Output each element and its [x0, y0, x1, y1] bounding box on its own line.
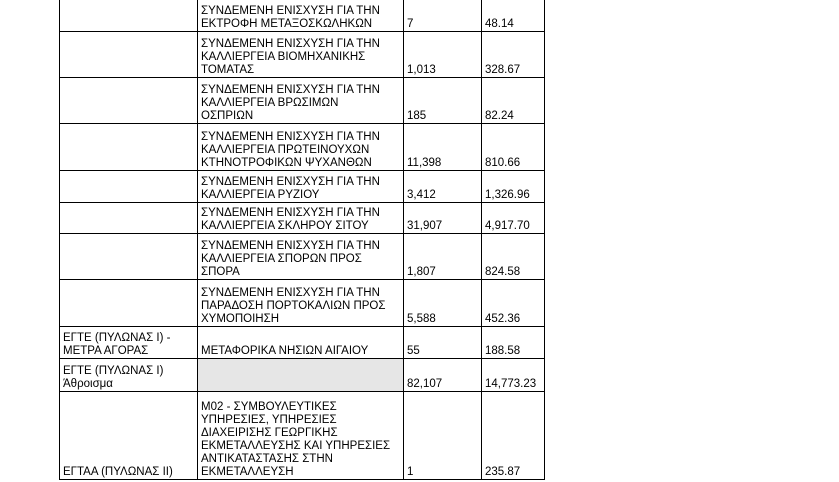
category-cell: [60, 171, 198, 203]
count-cell: 5,588: [404, 280, 482, 327]
amount-cell: 48.14: [482, 0, 545, 32]
amount-cell: 452.36: [482, 280, 545, 327]
amount-cell: 810.66: [482, 124, 545, 171]
count-cell: 55: [404, 327, 482, 359]
subtotal-row: [60, 359, 545, 392]
count-cell: 1: [404, 392, 482, 480]
description-cell: ΣΥΝΔΕΜΕΝΗ ΕΝΙΣΧΥΣΗ ΓΙΑ ΤΗΝ ΚΑΛΛΙΕΡΓΕΙΑ ΣΚΛΗΡΟΥ ΣΙΤΟΥ: [198, 203, 404, 234]
category-cell: ΕΓΤΑΑ (ΠΥΛΩΝΑΣ ΙΙ): [60, 392, 198, 480]
count-cell: 185: [404, 78, 482, 124]
category-cell: [60, 234, 198, 280]
count-cell: 7: [404, 0, 482, 32]
count-cell: 82,107: [404, 359, 482, 392]
description-cell: Μ02 - ΣΥΜΒΟΥΛΕΥΤΙΚΕΣ ΥΠΗΡΕΣΙΕΣ, ΥΠΗΡΕΣΙΕΣ ΔΙΑΧΕΙΡΙΣΗΣ ΓΕΩΡΓΙΚΗΣ ΕΚΜΕΤΑΛΛΕΥΣΗΣ ΚΑΙ ΥΠΗΡΕΣΙΕΣ ΑΝΤΙΚΑΤΑΣΤΑΣΗΣ ΣΤΗΝ ΕΚΜΕΤΑΛΛΕΥΣΗ: [198, 392, 404, 480]
table-row: [60, 171, 545, 203]
amount-cell: 4,917.70: [482, 203, 545, 234]
category-cell: [60, 78, 198, 124]
table-row: [60, 0, 545, 32]
category-cell: [60, 280, 198, 327]
amount-cell: 14,773.23: [482, 359, 545, 392]
description-cell: [198, 359, 404, 392]
table-row: [60, 203, 545, 234]
amount-cell: 82.24: [482, 78, 545, 124]
category-cell: ΕΓΤΕ (ΠΥΛΩΝΑΣ Ι) - ΜΕΤΡΑ ΑΓΟΡΑΣ: [60, 327, 198, 359]
description-cell: ΣΥΝΔΕΜΕΝΗ ΕΝΙΣΧΥΣΗ ΓΙΑ ΤΗΝ ΠΑΡΑΔΟΣΗ ΠΟΡΤΟΚΑΛΙΩΝ ΠΡΟΣ ΧΥΜΟΠΟΙΗΣΗ: [198, 280, 404, 327]
payments-table: [59, 0, 545, 480]
description-cell: ΣΥΝΔΕΜΕΝΗ ΕΝΙΣΧΥΣΗ ΓΙΑ ΤΗΝ ΚΑΛΛΙΕΡΓΕΙΑ ΒΡΩΣΙΜΩΝ ΟΣΠΡΙΩΝ: [198, 78, 404, 124]
table-row: [60, 327, 545, 359]
category-cell: [60, 0, 198, 32]
amount-cell: 188.58: [482, 327, 545, 359]
amount-cell: 328.67: [482, 32, 545, 78]
amount-cell: 1,326.96: [482, 171, 545, 203]
amount-cell: 235.87: [482, 392, 545, 480]
description-cell: ΣΥΝΔΕΜΕΝΗ ΕΝΙΣΧΥΣΗ ΓΙΑ ΤΗΝ ΕΚΤΡΟΦΗ ΜΕΤΑΞΟΣΚΩΛΗΚΩΝ: [198, 0, 404, 32]
table-row: [60, 280, 545, 327]
spreadsheet-sheet: [59, 0, 545, 480]
count-cell: 1,807: [404, 234, 482, 280]
description-cell: ΣΥΝΔΕΜΕΝΗ ΕΝΙΣΧΥΣΗ ΓΙΑ ΤΗΝ ΚΑΛΛΙΕΡΓΕΙΑ ΣΠΟΡΩΝ ΠΡΟΣ ΣΠΟΡΑ: [198, 234, 404, 280]
count-cell: 11,398: [404, 124, 482, 171]
table-row: [60, 78, 545, 124]
category-cell: [60, 124, 198, 171]
category-cell: [60, 203, 198, 234]
description-cell: ΣΥΝΔΕΜΕΝΗ ΕΝΙΣΧΥΣΗ ΓΙΑ ΤΗΝ ΚΑΛΛΙΕΡΓΕΙΑ ΠΡΩΤΕΙΝΟΥΧΩΝ ΚΤΗΝΟΤΡΟΦΙΚΩΝ ΨΥΧΑΝΘΩΝ: [198, 124, 404, 171]
amount-cell: 824.58: [482, 234, 545, 280]
table-row: [60, 32, 545, 78]
count-cell: 31,907: [404, 203, 482, 234]
category-cell: [60, 32, 198, 78]
description-cell: ΜΕΤΑΦΟΡΙΚΑ ΝΗΣΙΩΝ ΑΙΓΑΙΟΥ: [198, 327, 404, 359]
table-row: [60, 234, 545, 280]
description-cell: ΣΥΝΔΕΜΕΝΗ ΕΝΙΣΧΥΣΗ ΓΙΑ ΤΗΝ ΚΑΛΛΙΕΡΓΕΙΑ ΡΥΖΙΟΥ: [198, 171, 404, 203]
table-row: [60, 392, 545, 480]
category-cell: ΕΓΤΕ (ΠΥΛΩΝΑΣ Ι) Άθροισμα: [60, 359, 198, 392]
count-cell: 1,013: [404, 32, 482, 78]
description-cell: ΣΥΝΔΕΜΕΝΗ ΕΝΙΣΧΥΣΗ ΓΙΑ ΤΗΝ ΚΑΛΛΙΕΡΓΕΙΑ ΒΙΟΜΗΧΑΝΙΚΗΣ ΤΟΜΑΤΑΣ: [198, 32, 404, 78]
table-row: [60, 124, 545, 171]
count-cell: 3,412: [404, 171, 482, 203]
